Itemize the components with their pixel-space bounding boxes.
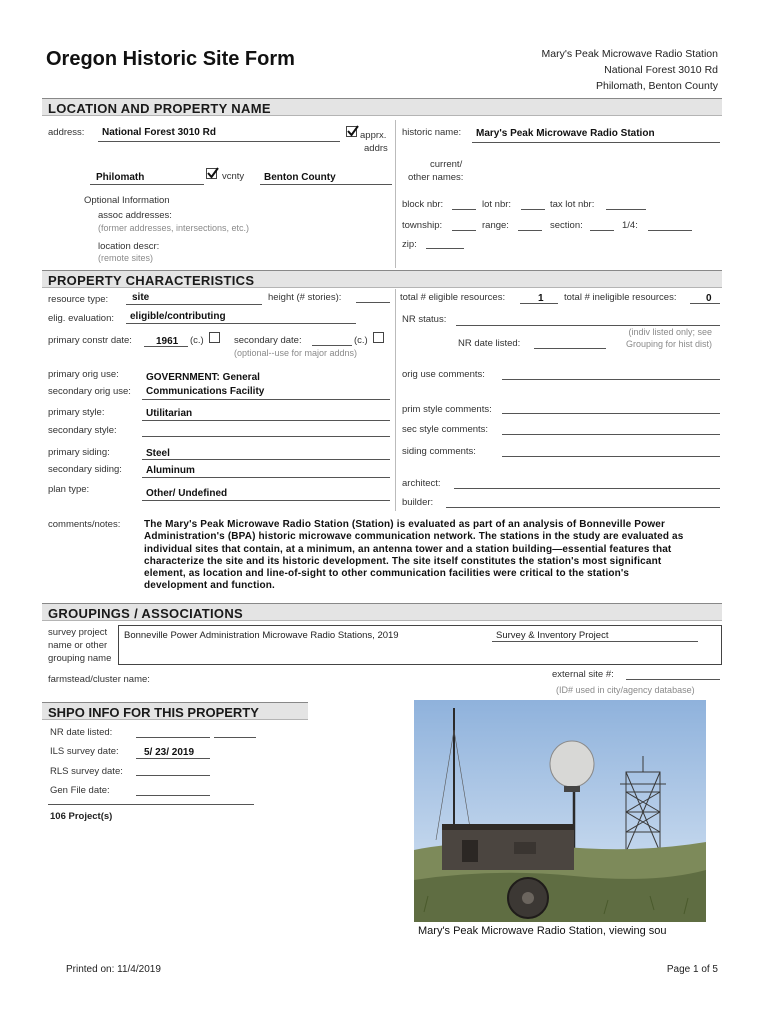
elig-eval-line	[126, 323, 356, 324]
secondary-siding-value[interactable]: Aluminum	[146, 465, 195, 476]
footer-page: Page 1 of 5	[666, 964, 718, 975]
township-line	[452, 230, 476, 231]
section-location	[42, 98, 722, 116]
gen-file-label: Gen File date:	[50, 785, 110, 796]
primary-style-label: primary style:	[48, 407, 105, 418]
comments-line: individual sites that contain, at a minimum, an antenna tower and a station building—essential features that	[144, 543, 672, 555]
sec-style-comments-line	[502, 434, 720, 435]
secondary-date-label: secondary date:	[234, 335, 302, 346]
shpo-divider	[48, 804, 254, 805]
prim-style-comments-label: prim style comments:	[402, 404, 492, 415]
section-characteristics-title: PROPERTY CHARACTERISTICS	[48, 273, 255, 288]
resource-type-line	[126, 304, 262, 305]
tax-lot-line	[606, 209, 646, 210]
apprx-label: apprx.	[360, 130, 387, 141]
assoc-addresses-label: assoc addresses:	[98, 210, 172, 221]
eligible-resources-label: total # eligible resources:	[400, 292, 506, 303]
section-label: section:	[550, 220, 583, 231]
architect-line	[454, 488, 720, 489]
checkmark-icon	[206, 166, 220, 180]
section-groupings	[42, 603, 722, 621]
shpo-nr-date-line-b	[214, 737, 256, 738]
builder-label: builder:	[402, 497, 434, 508]
indiv-hint-1: (indiv listed only; see	[628, 327, 712, 337]
external-site-label: external site #:	[552, 669, 614, 680]
external-site-hint: (ID# used in city/agency database)	[556, 685, 695, 695]
section-characteristics	[42, 270, 722, 288]
siding-comments-label: siding comments:	[402, 446, 476, 457]
primary-style-line	[142, 420, 390, 421]
zip-line	[426, 248, 464, 249]
shpo-nr-date-label: NR date listed:	[50, 727, 113, 738]
primary-date-line	[144, 346, 188, 347]
vcnty-label: vcnty	[222, 171, 245, 182]
ineligible-resources-value[interactable]: 0	[706, 293, 712, 304]
ils-line	[136, 758, 210, 759]
quarter-line	[648, 230, 692, 231]
zip-label: zip:	[402, 239, 417, 250]
height-label: height (# stories):	[268, 292, 342, 303]
builder-line	[446, 507, 720, 508]
location-descr-hint: (remote sites)	[98, 253, 154, 263]
plan-type-line	[142, 500, 390, 501]
secondary-style-label: secondary style:	[48, 425, 117, 436]
prim-style-comments-line	[502, 413, 720, 414]
survey-type-value: Survey & Inventory Project	[496, 630, 609, 641]
secondary-use-value[interactable]: Communications Facility	[146, 386, 265, 397]
orig-use-comments-line	[502, 379, 720, 380]
section-location-title: LOCATION AND PROPERTY NAME	[48, 101, 271, 116]
header-locality: Philomath, Benton County	[596, 80, 718, 92]
projects-label: 106 Project(s)	[50, 811, 113, 822]
address-value[interactable]: National Forest 3010 Rd	[102, 127, 216, 138]
section-groupings-title: GROUPINGS / ASSOCIATIONS	[48, 606, 243, 621]
current-label: current/	[430, 159, 463, 170]
secondary-siding-line	[142, 477, 390, 478]
comments-line: The Mary's Peak Microwave Radio Station (Station) is evaluated as part of an analysis of Bonneville Power	[144, 519, 666, 530]
nr-status-label: NR status:	[402, 314, 447, 325]
survey-project-value: Bonneville Power Administration Microwave Radio Stations, 2019	[124, 630, 399, 641]
tax-lot-label: tax lot nbr:	[550, 199, 595, 210]
location-descr-label: location descr:	[98, 241, 160, 252]
secondary-circa-checkbox[interactable]	[373, 332, 384, 343]
addrs-label: addrs	[364, 143, 388, 154]
survey-label-2: name or other	[48, 640, 108, 651]
apprx-checkbox[interactable]	[346, 126, 357, 137]
architect-label: architect:	[402, 478, 441, 489]
nr-status-line	[456, 325, 720, 326]
primary-date-label: primary constr date:	[48, 335, 132, 346]
comments-text	[144, 519, 724, 593]
eligible-resources-value[interactable]: 1	[538, 293, 544, 304]
historic-name-line	[472, 142, 720, 143]
comments-line: characterize the site and its historic development. The site itself constitutes the station's most significant	[144, 555, 662, 567]
external-site-line	[626, 679, 720, 680]
primary-date-value[interactable]: 1961	[156, 336, 179, 347]
location-divider	[395, 120, 396, 268]
secondary-siding-label: secondary siding:	[48, 464, 122, 475]
address-line	[98, 141, 340, 142]
historic-name-label: historic name:	[402, 127, 462, 138]
township-label: township:	[402, 220, 443, 231]
historic-name-value[interactable]: Mary's Peak Microwave Radio Station	[476, 128, 655, 139]
primary-siding-line	[142, 459, 390, 460]
site-photo	[414, 700, 706, 922]
footer-printed: Printed on: 11/4/2019	[66, 964, 161, 975]
county-value[interactable]: Benton County	[264, 172, 336, 183]
secondary-use-line	[142, 399, 390, 400]
block-nbr-line	[452, 209, 476, 210]
other-names-label: other names:	[408, 172, 464, 183]
rls-line	[136, 775, 210, 776]
primary-use-label: primary orig use:	[48, 369, 119, 380]
survey-label-1: survey project	[48, 627, 108, 638]
plan-type-value[interactable]: Other/ Undefined	[146, 488, 228, 499]
city-value[interactable]: Philomath	[96, 172, 145, 183]
address-label: address:	[48, 127, 85, 138]
shpo-nr-date-line-a	[136, 737, 210, 738]
primary-use-value[interactable]: GOVERNMENT: General	[146, 372, 260, 383]
primary-siding-value[interactable]: Steel	[146, 448, 170, 459]
sec-style-comments-label: sec style comments:	[402, 424, 489, 435]
ils-label: ILS survey date:	[50, 746, 119, 757]
comments-label: comments/notes:	[48, 519, 121, 530]
checkmark-icon	[346, 124, 360, 138]
lot-nbr-line	[521, 209, 545, 210]
secondary-date-hint: (optional--use for major addns)	[234, 348, 358, 358]
primary-circa-checkbox[interactable]	[209, 332, 220, 343]
elig-eval-label: elig. evaluation:	[48, 313, 115, 324]
header-address: National Forest 3010 Rd	[604, 64, 718, 76]
ineligible-resources-label: total # ineligible resources:	[564, 292, 677, 303]
primary-style-value[interactable]: Utilitarian	[146, 408, 193, 419]
block-nbr-label: block nbr:	[402, 199, 444, 210]
ils-value[interactable]: 5/ 23/ 2019	[144, 747, 195, 758]
secondary-c-label: (c.)	[354, 335, 368, 346]
comments-line: development and function.	[144, 580, 275, 592]
indiv-hint-2: Grouping for hist dist)	[625, 339, 712, 349]
plan-type-label: plan type:	[48, 484, 90, 495]
eligible-resources-line	[520, 303, 558, 304]
elig-eval-value[interactable]: eligible/contributing	[130, 311, 226, 322]
photo-caption: Mary's Peak Microwave Radio Station, viewing sou	[418, 925, 667, 937]
siding-comments-line	[502, 456, 720, 457]
farmstead-label: farmstead/cluster name:	[48, 674, 150, 685]
quarter-label: 1/4:	[622, 220, 638, 231]
nr-date-listed-line	[534, 348, 606, 349]
resource-type-value[interactable]: site	[132, 292, 150, 303]
secondary-date-line	[312, 345, 352, 346]
section-shpo	[42, 702, 308, 720]
secondary-use-label: secondary orig use:	[48, 386, 131, 397]
county-line	[260, 184, 392, 185]
secondary-style-line	[142, 436, 390, 437]
characteristics-divider	[395, 289, 396, 511]
primary-c-label: (c.)	[190, 335, 204, 346]
rls-label: RLS survey date:	[50, 766, 123, 777]
section-shpo-title: SHPO INFO FOR THIS PROPERTY	[48, 705, 259, 720]
range-line	[518, 230, 542, 231]
comments-line: element, as location and line-of-sight to other communication facilities were critical to the station's	[144, 568, 630, 580]
survey-label-3: grouping name	[48, 653, 112, 664]
comments-line: Administration's (BPA) historic microwave communication network. The stations in the study are evaluated as	[144, 531, 684, 543]
site-photo-image	[414, 700, 706, 922]
assoc-addresses-hint: (former addresses, intersections, etc.)	[98, 223, 250, 233]
gen-file-line	[136, 795, 210, 796]
resource-type-label: resource type:	[48, 294, 109, 305]
survey-type-line	[492, 641, 698, 642]
ineligible-resources-line	[690, 303, 720, 304]
orig-use-comments-label: orig use comments:	[402, 369, 485, 380]
vcnty-checkbox[interactable]	[206, 168, 217, 179]
range-label: range:	[482, 220, 509, 231]
section-line	[590, 230, 614, 231]
city-line	[90, 184, 204, 185]
form-title: Oregon Historic Site Form	[46, 48, 295, 70]
header-site-name: Mary's Peak Microwave Radio Station	[541, 48, 718, 60]
optional-info-label: Optional Information	[84, 195, 170, 206]
height-line	[356, 302, 390, 303]
nr-date-listed-label: NR date listed:	[458, 338, 521, 349]
lot-nbr-label: lot nbr:	[482, 199, 512, 210]
primary-siding-label: primary siding:	[48, 447, 110, 458]
